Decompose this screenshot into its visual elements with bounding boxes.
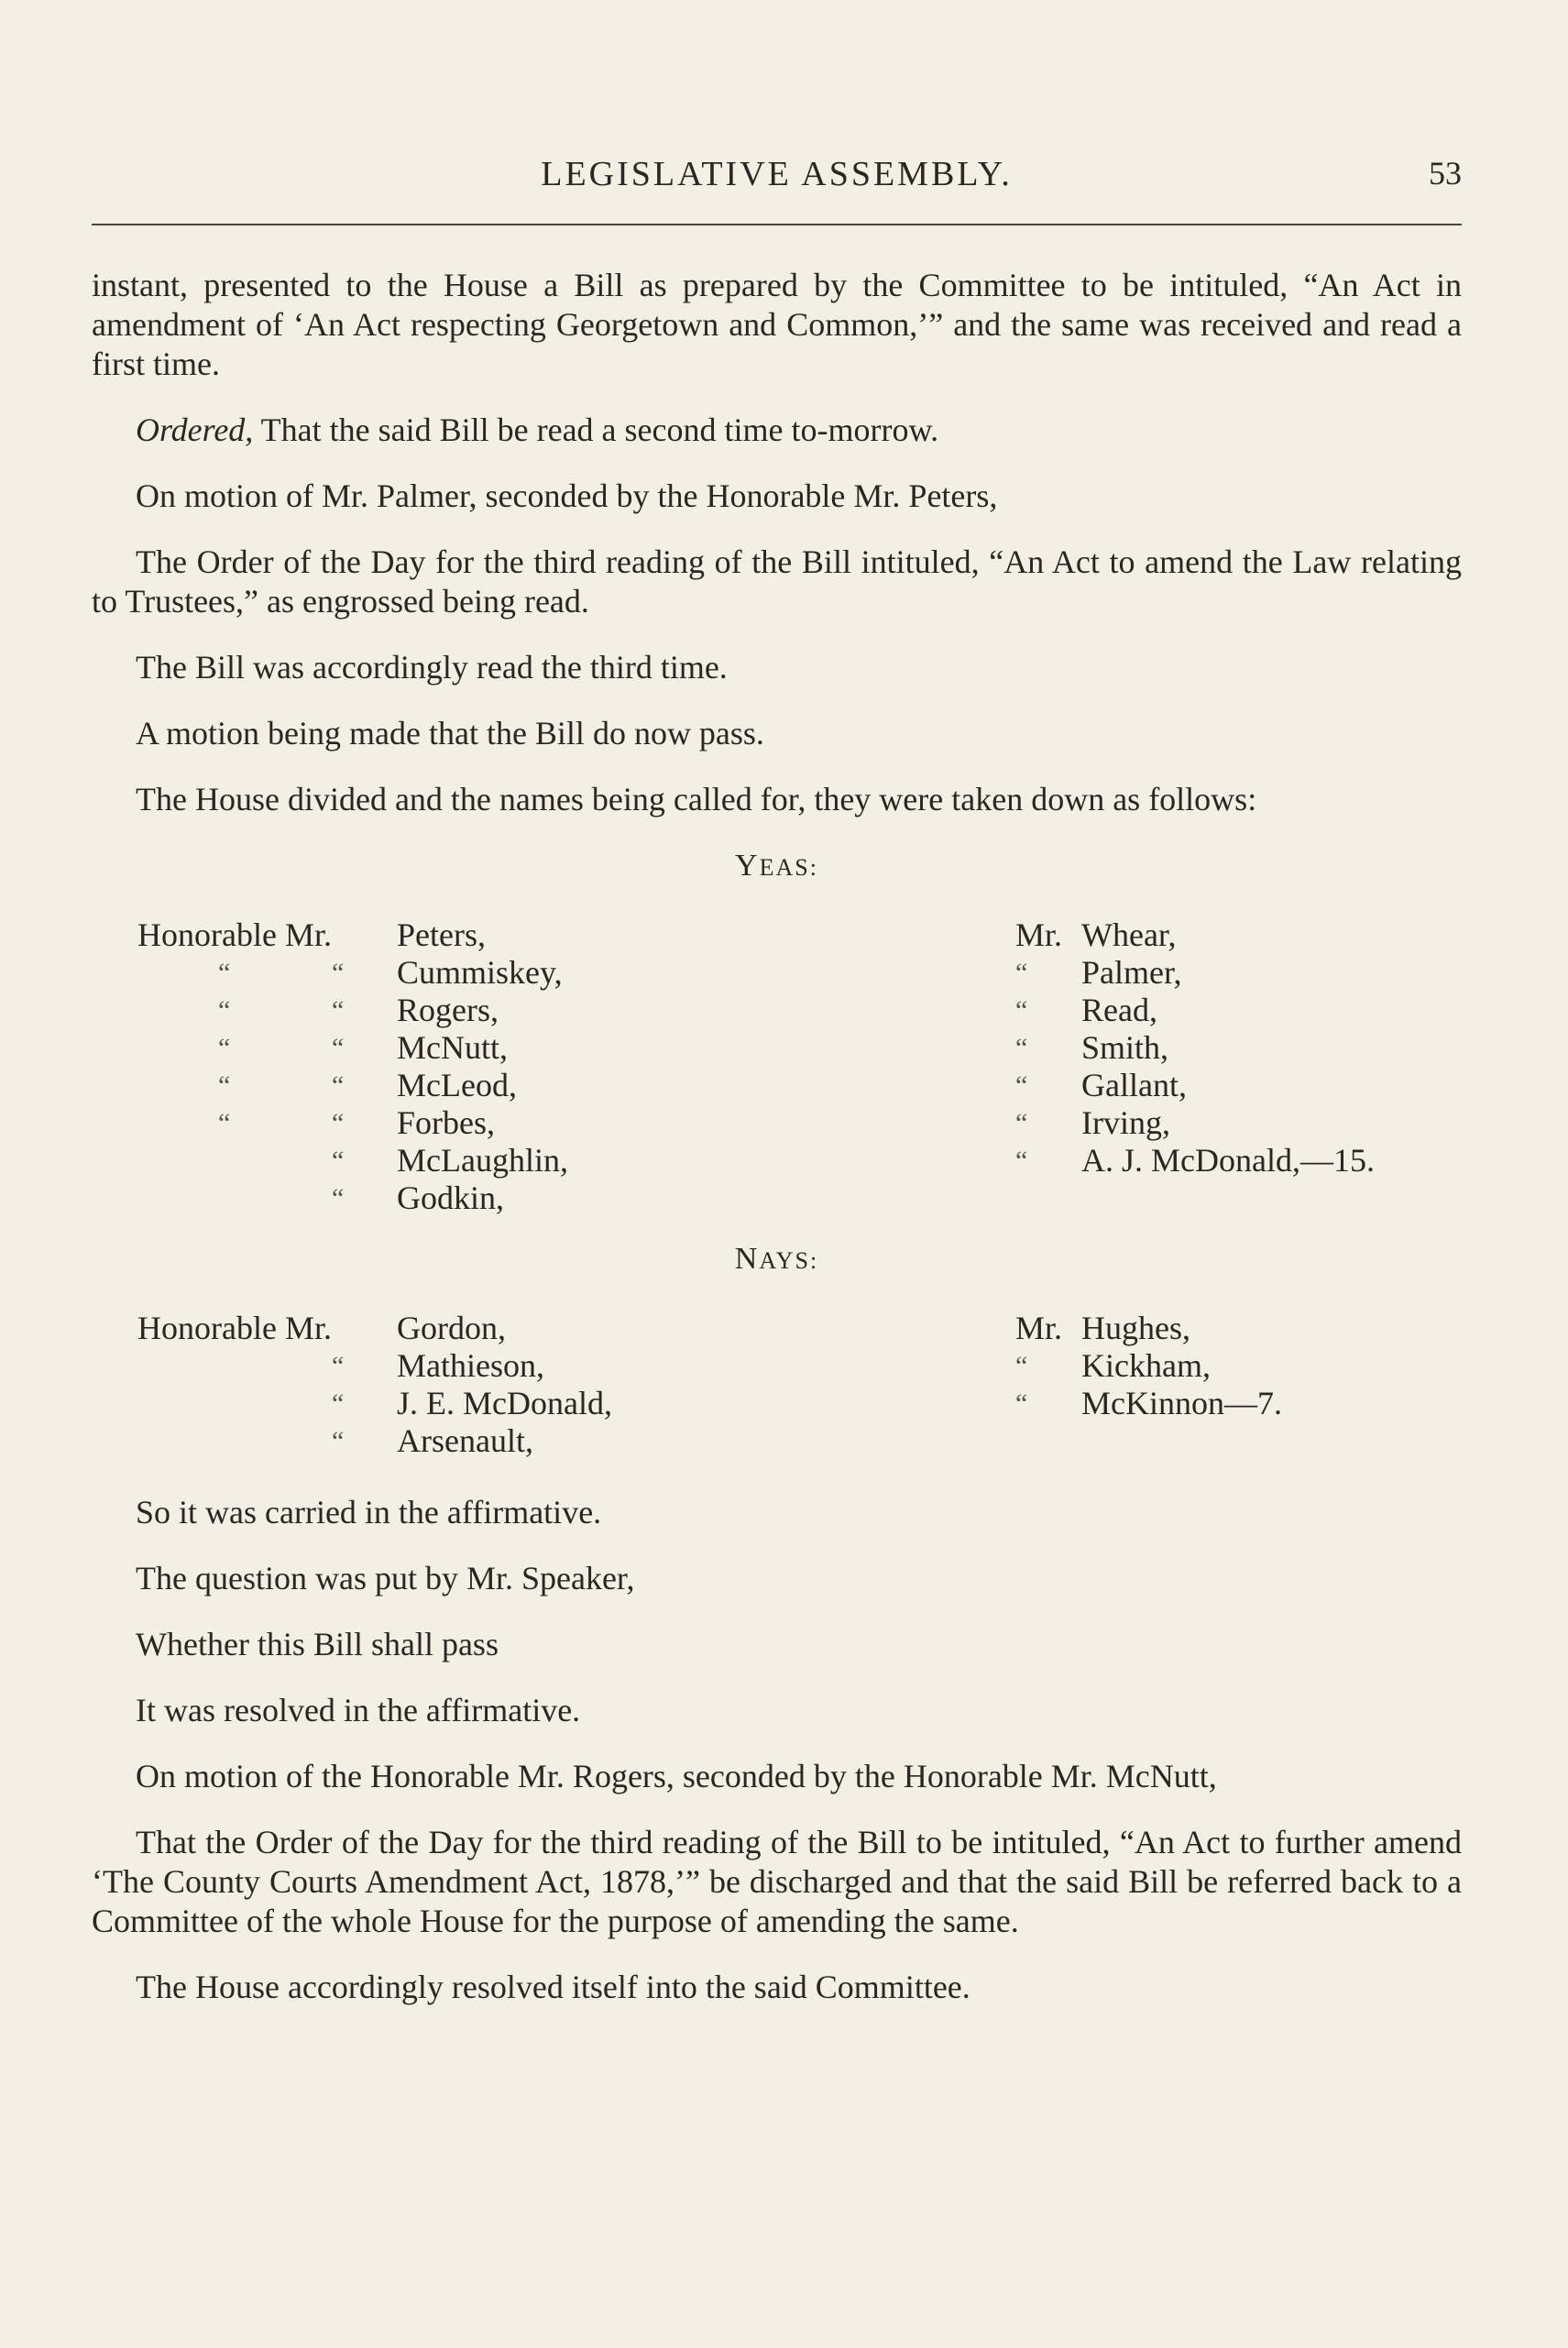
vote-name: Whear,: [1081, 916, 1177, 953]
vote-name: Cummiskey,: [397, 954, 563, 991]
vote-name: Gordon,: [397, 1310, 506, 1346]
nays-heading: [92, 1239, 1462, 1280]
vote-name: McKinnon—7.: [1081, 1385, 1282, 1421]
paragraph: instant, presented to the House a Bill as prepared by the Committee to be intituled, “An Act in amendment of ‘An Act respecting Georgetown and Common,’” and the same was received and read a first time.: [92, 267, 1462, 382]
page-number: 53: [1429, 155, 1462, 192]
paragraph: That the Order of the Day for the third reading of the Bill to be intituled, “An Act to further amend ‘The County Courts Amendment Act, 1878,’” be discharged and that the said Bill be referred back to a Committee of the whole House for the purpose of amending the same.: [92, 1824, 1462, 1939]
running-head: [92, 154, 1462, 209]
paragraph: A motion being made that the Bill do now pass.: [136, 715, 764, 752]
ditto-mark: “: [1015, 1351, 1028, 1381]
vote-prefix: Honorable Mr.: [137, 916, 332, 953]
ditto-mark: “: [218, 1070, 231, 1101]
vote-name: Mathieson,: [397, 1347, 544, 1384]
ditto-mark: “: [1015, 958, 1028, 988]
ditto-mark: “: [332, 1146, 345, 1176]
vote-name: Gallant,: [1081, 1067, 1187, 1103]
ditto-mark: “: [332, 1108, 345, 1138]
paragraph: On motion of the Honorable Mr. Rogers, seconded by the Honorable Mr. McNutt,: [136, 1758, 1217, 1794]
vote-name: McLaughlin,: [397, 1142, 568, 1179]
vote-name: McLeod,: [397, 1067, 517, 1103]
paragraph: It was resolved in the affirmative.: [136, 1692, 581, 1728]
vote-name: Smith,: [1081, 1029, 1169, 1066]
ditto-mark: “: [332, 1351, 345, 1381]
vote-name: Palmer,: [1081, 954, 1182, 991]
paragraph: The Bill was accordingly read the third time.: [136, 649, 728, 686]
nays-list: [92, 1310, 1462, 1493]
paragraph: So it was carried in the affirmative.: [136, 1494, 602, 1531]
vote-name: McNutt,: [397, 1029, 508, 1066]
paragraph-ordered: [92, 411, 1462, 450]
paragraph: The question was put by Mr. Speaker,: [136, 1560, 635, 1596]
ditto-mark: “: [332, 995, 345, 1026]
vote-prefix: Honorable Mr.: [137, 1310, 332, 1346]
ditto-mark: “: [1015, 1388, 1028, 1419]
ditto-mark: “: [218, 995, 231, 1026]
nays-heading-rest: AYS:: [759, 1247, 819, 1274]
vote-name: A. J. McDonald,—15.: [1081, 1142, 1375, 1179]
yeas-list: [92, 916, 1462, 1223]
ordered-label: Ordered,: [136, 411, 254, 448]
paragraph: Whether this Bill shall pass: [136, 1626, 499, 1662]
vote-name: Arsenault,: [397, 1422, 533, 1459]
ditto-mark: “: [332, 1070, 345, 1101]
ditto-mark: “: [332, 1388, 345, 1419]
ditto-mark: “: [1015, 1070, 1028, 1101]
paragraph: The Order of the Day for the third reading of the Bill intituled, “An Act to amend the Law relating to Trustees,” as engrossed being read.: [92, 543, 1462, 620]
vote-name: J. E. McDonald,: [397, 1385, 612, 1421]
paragraph: The House divided and the names being called for, they were taken down as follows:: [136, 781, 1257, 817]
ditto-mark: “: [332, 1183, 345, 1213]
vote-prefix: Mr.: [1015, 1310, 1063, 1346]
ditto-mark: “: [218, 958, 231, 988]
ditto-mark: “: [1015, 1108, 1028, 1138]
yeas-heading: [92, 846, 1462, 887]
vote-name: Godkin,: [397, 1179, 504, 1216]
ditto-mark: “: [218, 1033, 231, 1063]
vote-name: Hughes,: [1081, 1310, 1190, 1346]
vote-name: Peters,: [397, 916, 486, 953]
yeas-heading-initial: Y: [735, 849, 760, 883]
yeas-heading-rest: EAS:: [759, 854, 818, 881]
page-header-title: LEGISLATIVE ASSEMBLY.: [541, 155, 1013, 193]
vote-prefix: Mr.: [1015, 916, 1063, 953]
ditto-mark: “: [218, 1108, 231, 1138]
ditto-mark: “: [332, 1033, 345, 1063]
ditto-mark: “: [1015, 995, 1028, 1026]
ordered-text: That the said Bill be read a second time to-morrow.: [260, 411, 939, 448]
ditto-mark: “: [1015, 1146, 1028, 1176]
header-rule: [92, 224, 1462, 225]
ditto-mark: “: [332, 1426, 345, 1456]
ditto-mark: “: [332, 958, 345, 988]
nays-heading-initial: N: [734, 1242, 760, 1276]
vote-name: Forbes,: [397, 1104, 495, 1141]
vote-name: Irving,: [1081, 1104, 1170, 1141]
vote-name: Kickham,: [1081, 1347, 1211, 1384]
vote-name: Read,: [1081, 992, 1157, 1028]
ditto-mark: “: [1015, 1033, 1028, 1063]
vote-name: Rogers,: [397, 992, 499, 1028]
paragraph: The House accordingly resolved itself into the said Committee.: [136, 1969, 970, 2005]
page-body: [92, 266, 1462, 2034]
paragraph: On motion of Mr. Palmer, seconded by the Honorable Mr. Peters,: [136, 477, 998, 514]
